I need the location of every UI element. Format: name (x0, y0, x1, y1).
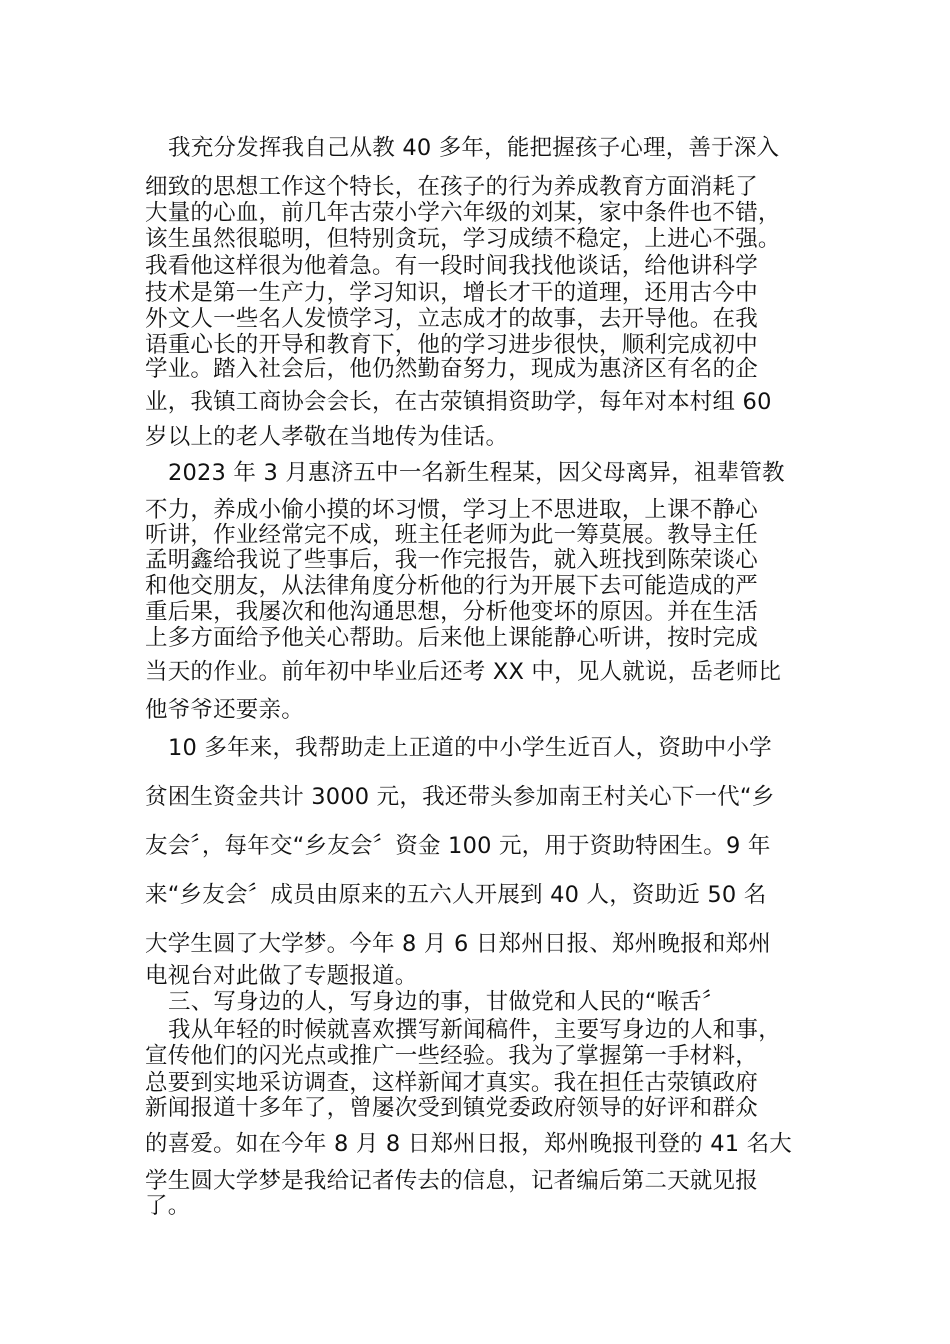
text-line: 他爷爷还要亲。 (145, 697, 304, 723)
text-line: 外文人一些名人发愤学习，立志成才的故事，去开导他。在我 (145, 306, 758, 332)
text-line: 2023 年 3 月惠济五中一名新生程某，因父母离异，祖辈管教 (168, 460, 785, 486)
text-line: 细致的思想工作这个特长，在孩子的行为养成教育方面消耗了 (145, 174, 758, 200)
text-line: 大量的心血，前几年古荥小学六年级的刘某，家中条件也不错， (145, 200, 781, 226)
text-line: 学业。踏入社会后，他仍然勤奋努力，现成为惠济区有名的企 (145, 356, 758, 382)
text-line: 的喜爱。如在今年 8 月 8 日郑州日报，郑州晚报刊登的 41 名大 (145, 1131, 792, 1157)
text-line: 技术是第一生产力，学习知识，增长才干的道理，还用古今中 (145, 280, 758, 306)
section-heading: 三、写身边的人，写身边的事，甘做党和人民的“喉舌〞 (168, 989, 725, 1015)
text-line: 业，我镇工商协会会长，在古荥镇捐资助学，每年对本村组 60 (145, 389, 772, 415)
text-line: 电视台对此做了专题报道。 (145, 963, 418, 989)
text-line: 和他交朋友，从法律角度分析他的行为开展下去可能造成的严 (145, 573, 758, 599)
text-line: 听讲，作业经常完不成，班主任老师为此一筹莫展。教导主任 (145, 522, 758, 548)
text-line: 友会〞，每年交“乡友会〞资金 100 元，用于资助特困生。9 年 (145, 833, 771, 859)
text-line: 当天的作业。前年初中毕业后还考 XX 中，见人就说，岳老师比 (145, 659, 782, 685)
text-line: 岁以上的老人孝敬在当地传为佳话。 (145, 424, 509, 450)
text-line: 宣传他们的闪光点或推广一些经验。我为了掌握第一手材料， (145, 1043, 758, 1069)
text-line: 总要到实地采访调查，这样新闻才真实。我在担任古荥镇政府 (145, 1070, 758, 1096)
text-line: 重后果，我屡次和他沟通思想，分析他变坏的原因。并在生活 (145, 599, 758, 625)
text-line: 我从年轻的时候就喜欢撰写新闻稿件，主要写身边的人和事， (168, 1017, 781, 1043)
text-line: 该生虽然很聪明，但特别贪玩，学习成绩不稳定，上进心不强。 (145, 226, 781, 252)
text-line: 来“乡友会〞成员由原来的五六人开展到 40 人，资助近 50 名 (145, 882, 767, 908)
text-line: 贫困生资金共计 3000 元，我还带头参加南王村关心下一代“乡 (145, 784, 775, 810)
text-line: 我看他这样很为他着急。有一段时间我找他谈话，给他讲科学 (145, 253, 758, 279)
text-line: 不力，养成小偷小摸的坏习惯，学习上不思进取，上课不静心 (145, 497, 758, 523)
text-line: 大学生圆了大学梦。今年 8 月 6 日郑州日报、郑州晚报和郑州 (145, 931, 771, 957)
text-line: 孟明鑫给我说了些事后，我一作完报告，就入班找到陈荣谈心 (145, 547, 758, 573)
text-line: 10 多年来，我帮助走上正道的中小学生近百人，资助中小学 (168, 735, 772, 761)
text-line: 学生圆大学梦是我给记者传去的信息，记者编后第二天就见报 (145, 1168, 758, 1194)
text-line: 了。 (145, 1193, 191, 1219)
text-line: 上多方面给予他关心帮助。后来他上课能静心听讲，按时完成 (145, 625, 758, 651)
text-line: 新闻报道十多年了，曾屡次受到镇党委政府领导的好评和群众 (145, 1095, 758, 1121)
text-line: 语重心长的开导和教育下，他的学习进步很快，顺利完成初中 (145, 332, 758, 358)
text-line: 我充分发挥我自己从教 40 多年，能把握孩子心理，善于深入 (168, 135, 780, 161)
